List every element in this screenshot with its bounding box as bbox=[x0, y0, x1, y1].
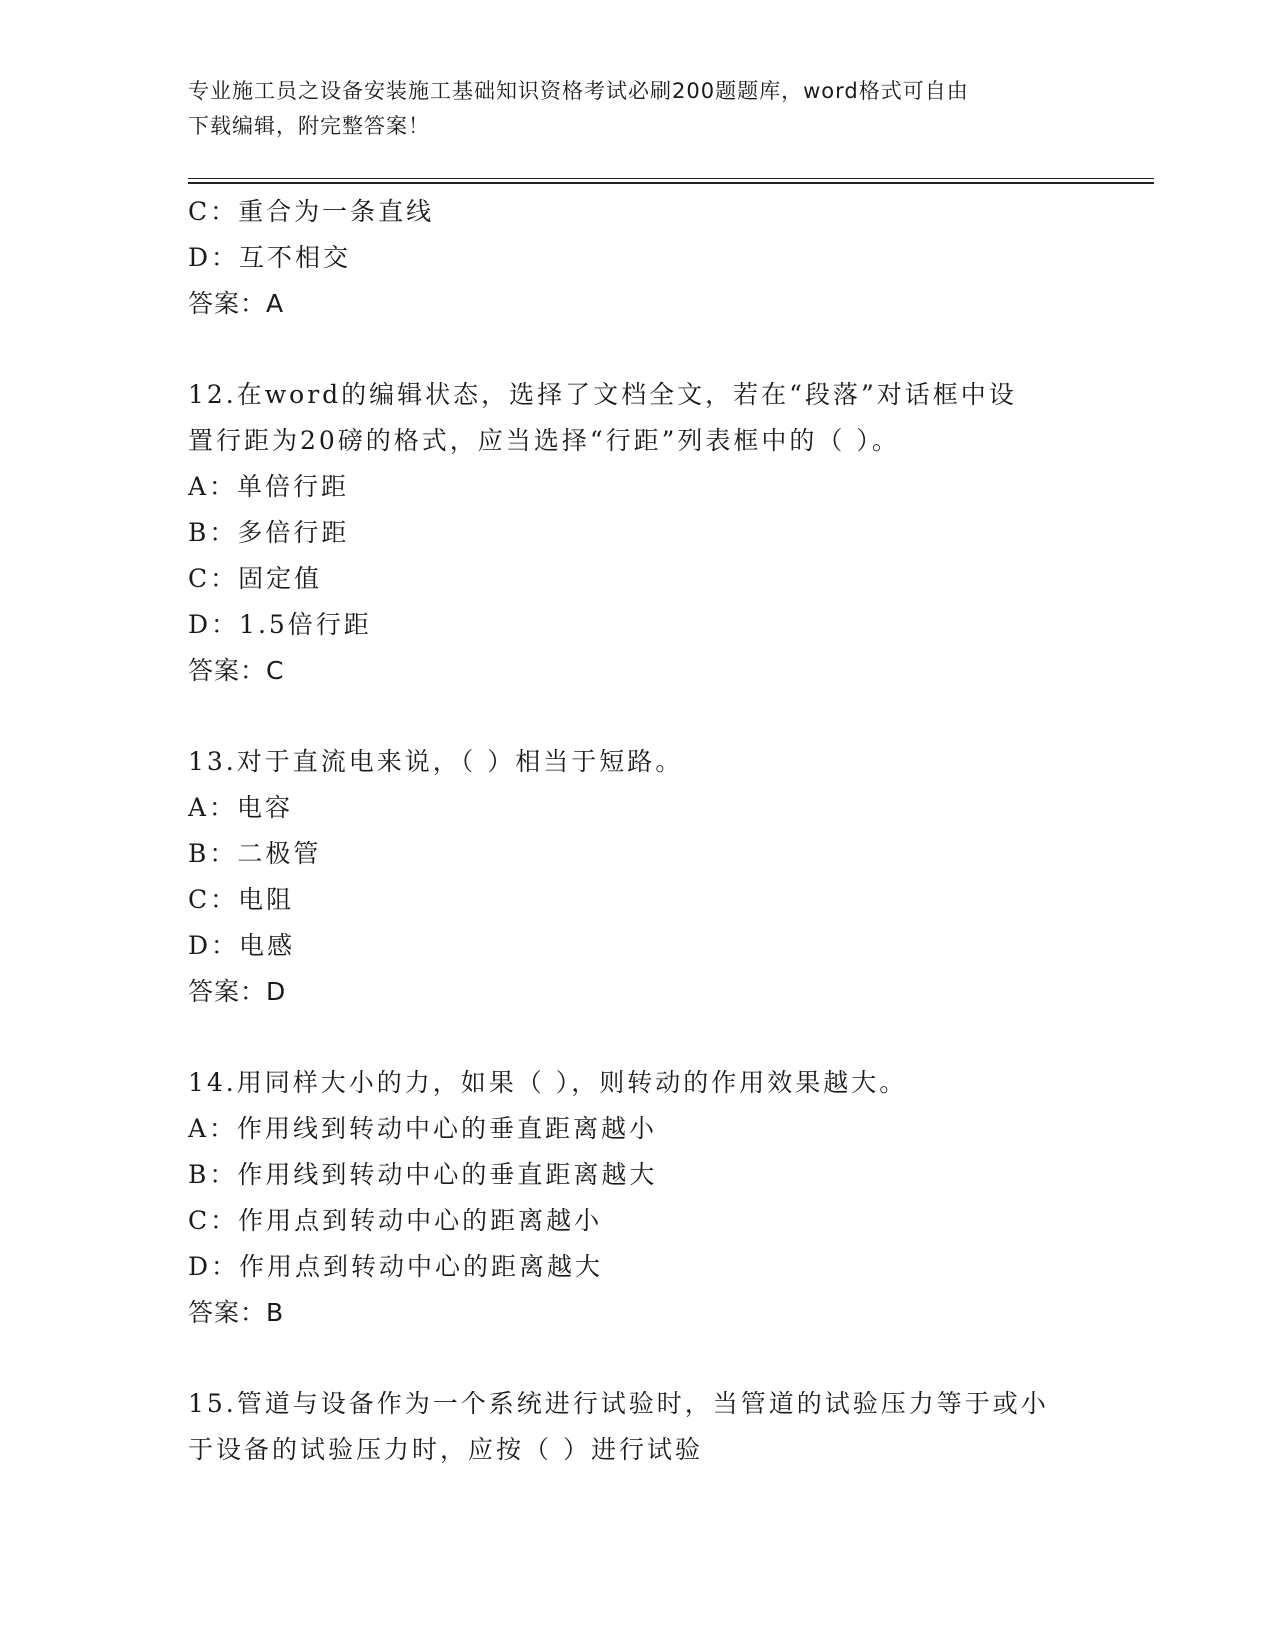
spacer bbox=[188, 1015, 1088, 1060]
answer: 答案：D bbox=[188, 977, 287, 1006]
question-11-continuation bbox=[188, 189, 1088, 327]
question-12 bbox=[188, 372, 1088, 694]
question-text: 于设备的试验压力时，应按（ ）进行试验 bbox=[188, 1435, 703, 1464]
header-line-1: 专业施工员之设备安装施工基础知识资格考试必刷200题题库，word格式可自由 bbox=[188, 79, 969, 103]
question-text: 12.在word的编辑状态，选择了文档全文，若在“段落”对话框中设 bbox=[188, 380, 1017, 409]
document-header bbox=[188, 74, 1088, 144]
option-b: B：多倍行距 bbox=[188, 518, 350, 547]
document-body bbox=[188, 189, 1088, 1473]
answer: 答案：B bbox=[188, 1298, 285, 1327]
spacer bbox=[188, 1336, 1088, 1381]
question-text: 15.管道与设备作为一个系统进行试验时，当管道的试验压力等于或小 bbox=[188, 1389, 1049, 1418]
option-c: C：电阻 bbox=[188, 885, 295, 914]
header-divider-thick bbox=[188, 182, 1154, 184]
question-text: 14.用同样大小的力，如果（ ），则转动的作用效果越大。 bbox=[188, 1068, 908, 1097]
spacer bbox=[188, 327, 1088, 372]
option-d: D：作用点到转动中心的距离越大 bbox=[188, 1252, 604, 1281]
option-a: A：单倍行距 bbox=[188, 472, 350, 501]
question-text: 置行距为20磅的格式，应当选择“行距”列表框中的（ ）。 bbox=[188, 426, 900, 455]
question-text: 13.对于直流电来说，（ ）相当于短路。 bbox=[188, 747, 684, 776]
option-a: A：电容 bbox=[188, 793, 294, 822]
answer: 答案：C bbox=[188, 656, 285, 685]
option-a: A：作用线到转动中心的垂直距离越小 bbox=[188, 1114, 658, 1143]
header-line-2: 下载编辑，附完整答案！ bbox=[188, 114, 430, 138]
option-c: C：重合为一条直线 bbox=[188, 197, 435, 226]
question-15 bbox=[188, 1381, 1088, 1473]
answer: 答案：A bbox=[188, 289, 285, 318]
question-14 bbox=[188, 1060, 1088, 1336]
option-d: D：1.5倍行距 bbox=[188, 610, 372, 639]
option-c: C：固定值 bbox=[188, 564, 323, 593]
option-d: D：电感 bbox=[188, 931, 296, 960]
option-c: C：作用点到转动中心的距离越小 bbox=[188, 1206, 603, 1235]
option-d: D：互不相交 bbox=[188, 243, 352, 272]
option-b: B：二极管 bbox=[188, 839, 322, 868]
question-13 bbox=[188, 739, 1088, 1015]
spacer bbox=[188, 694, 1088, 739]
header-divider-thin bbox=[188, 178, 1154, 179]
option-b: B：作用线到转动中心的垂直距离越大 bbox=[188, 1160, 658, 1189]
